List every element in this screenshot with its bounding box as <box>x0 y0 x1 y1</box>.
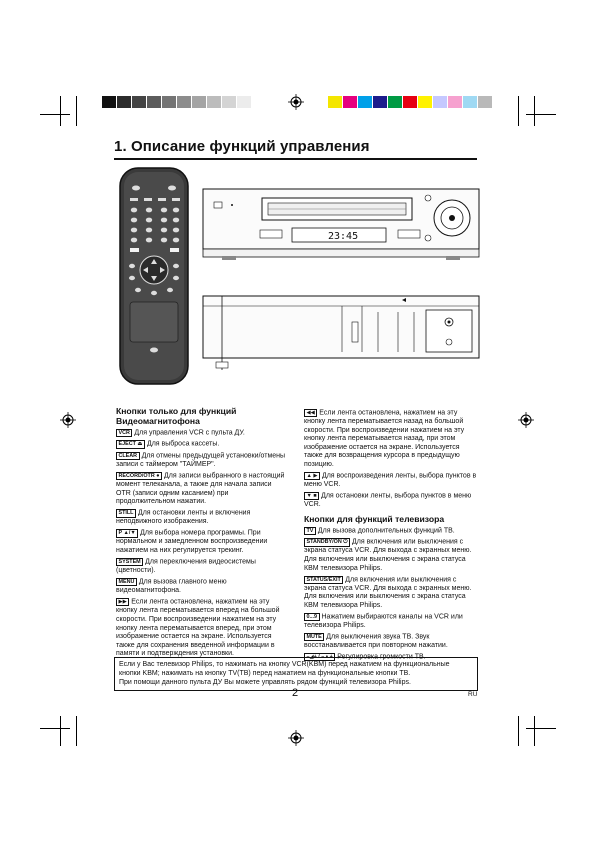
crop-mark <box>518 96 519 126</box>
title-divider <box>114 158 477 160</box>
remote-key-label: TV <box>304 527 316 535</box>
color-swatch <box>177 96 192 108</box>
function-description: Для выключения звука ТВ. Звук восстанавливается при повторном нажатии. <box>304 633 448 649</box>
remote-key-label: SYSTEM <box>116 558 143 566</box>
color-swatch <box>463 96 478 108</box>
crop-mark <box>60 96 61 126</box>
remote-key-label: 0...9 <box>304 613 320 621</box>
function-description: Для воспроизведения ленты, выбора пунктов в меню VCR. <box>304 472 477 489</box>
function-entry <box>116 440 288 449</box>
function-entry <box>304 576 480 611</box>
remote-key-label: –◢+ / –▲+ <box>304 653 335 661</box>
function-entry <box>116 598 288 659</box>
color-swatch <box>373 96 388 108</box>
remote-key-label: ▶▶ <box>116 598 129 606</box>
function-description: Для включения или выключения с экрана статуса VCR. Для выхода с экранных меню. Для включения или выключения с экрана статуса КВМ телевизора Philips. <box>304 538 472 572</box>
color-swatch <box>192 96 207 108</box>
crop-mark <box>76 716 77 746</box>
function-description: Для вызова дополнительных функций ТВ. <box>317 527 455 535</box>
function-description: Для переключения видеосистемы (цветности). <box>116 558 256 575</box>
remote-key-label: ◀◀ <box>304 409 317 417</box>
function-entry <box>304 613 480 631</box>
remote-key-label: ▼ ■ <box>304 492 319 500</box>
function-entry <box>304 409 480 470</box>
function-entry <box>116 452 288 470</box>
philips-tv-note <box>114 657 478 691</box>
remote-key-label: STANDBY/ON ⏻ <box>304 538 350 546</box>
color-swatch <box>343 96 358 108</box>
function-entry <box>304 472 480 490</box>
crop-mark <box>534 716 535 746</box>
function-description: Для записи выбранного в настоящий момент телеканала, а также для начала записи OTR (записи одним касанием) при продолжительном нажатии. <box>116 472 285 506</box>
function-entry <box>304 633 480 651</box>
remote-key-label: P ▲/▼ <box>116 529 138 537</box>
function-entry <box>304 492 480 510</box>
section-heading: Кнопки только для функций Видеомагнитофона <box>116 406 237 426</box>
function-description: Для остановки ленты, выбора пунктов в меню VCR. <box>304 492 472 509</box>
function-entry <box>304 538 480 573</box>
function-entry <box>116 472 288 507</box>
color-swatch <box>448 96 463 108</box>
function-entry <box>116 558 288 576</box>
registration-mark-icon <box>288 94 304 110</box>
function-description: Для отмены предыдущей установки/отмены записи с таймером "ТАЙМЕР". <box>116 452 286 469</box>
note-line: При помощи данного пульта ДУ Вы можете управлять рядом функций телевизора Philips. <box>119 679 411 687</box>
function-description: Для управления VCR с пульта ДУ. <box>134 429 245 437</box>
registration-mark-icon <box>288 730 304 746</box>
crop-mark <box>526 728 556 729</box>
color-swatch <box>418 96 433 108</box>
color-swatch <box>117 96 132 108</box>
color-swatch <box>328 96 343 108</box>
crop-mark <box>40 728 70 729</box>
remote-key-label: STATUS/EXIT <box>304 576 343 584</box>
transport-functions-list <box>304 409 480 510</box>
vcr-functions-list <box>116 429 288 659</box>
function-description: Для включения или выключения с экрана статуса VCR. Для выхода с экранных меню. Для включения или выключения с экрана статуса КВМ телевизора Philips. <box>304 576 472 609</box>
function-entry <box>116 529 288 555</box>
color-swatch <box>388 96 403 108</box>
crop-mark <box>518 716 519 746</box>
function-description: Для остановки ленты и включения неподвижного изображения. <box>116 509 251 526</box>
function-description: Если лента остановлена, нажатием на эту кнопку лента перематывается вперед на большой скорости. При воспроизведении нажатием на эту кнопку лента перематывается вперед, при этом изображение остается на экране. Используется также для сохранения введенной информации в памяти и подтверждения установки. <box>116 598 280 658</box>
function-entry <box>116 429 288 438</box>
color-swatch <box>358 96 373 108</box>
remote-key-label: RECORD/OTR ● <box>116 472 162 480</box>
crop-mark <box>40 114 70 115</box>
function-description: Для выбора номера программы. При нормальном и замедленном воспроизведении нажатием на них регулируется трекинг. <box>116 529 268 555</box>
color-swatch <box>222 96 237 108</box>
crop-mark <box>534 96 535 126</box>
crop-mark <box>76 96 77 126</box>
crop-mark <box>526 114 556 115</box>
remote-key-label: VCR <box>116 429 132 437</box>
color-swatch <box>433 96 448 108</box>
color-swatch <box>147 96 162 108</box>
function-description: Если лента остановлена, нажатием на эту кнопку лента перематывается назад на большой скорости. При воспроизведении нажатием на эту кнопку лента перематывается назад, при этом изображение остается на экране. Используется также для возвращения курсора в предыдущую позицию. <box>304 409 465 469</box>
registration-mark-icon <box>518 412 534 428</box>
remote-key-label: CLEAR <box>116 452 140 460</box>
grayscale-bar <box>102 96 252 108</box>
remote-key-label: STILL <box>116 509 136 517</box>
function-description: Для выброса кассеты. <box>146 440 220 448</box>
color-bar <box>328 96 493 108</box>
function-description: Регулировка громкости ТВ. <box>337 653 426 661</box>
page-title: 1. Описание функций управления <box>114 138 370 155</box>
function-description: Для вызова главного меню видеомагнитофона. <box>116 578 227 595</box>
remote-key-label: EJECT ⏏ <box>116 440 145 448</box>
page-number: 2 <box>292 687 299 699</box>
vcr-functions-section <box>116 406 288 661</box>
function-description: Нажатием выбираются каналы на VCR или телевизора Philips. <box>304 613 463 629</box>
remote-key-label: MUTE <box>304 633 324 641</box>
vcr-rear-panel-illustration <box>202 292 482 370</box>
vcr-display-text: 23:45 <box>328 231 359 242</box>
remote-key-label: ▲ ▶ <box>304 472 320 480</box>
section-heading: Кнопки для функций телевизора <box>304 513 445 524</box>
color-swatch <box>237 96 252 108</box>
function-entry <box>116 578 288 596</box>
remote-control-illustration <box>118 166 190 386</box>
color-swatch <box>478 96 493 108</box>
vcr-front-panel-illustration <box>202 188 480 264</box>
tv-functions-list <box>304 527 480 662</box>
function-entry <box>304 527 480 536</box>
color-swatch <box>162 96 177 108</box>
crop-mark <box>60 716 61 746</box>
right-column <box>304 409 480 664</box>
color-swatch <box>207 96 222 108</box>
note-line: кнопки KBM; нажимать на кнопку TV(TB) перед нажатием на функциональные кнопки TB. <box>119 670 411 678</box>
note-line: Если у Вас телевизор Philips, то нажимать на кнопку VCR(KBM) перед нажатием на функциональные <box>119 661 450 668</box>
color-swatch <box>403 96 418 108</box>
color-swatch <box>132 96 147 108</box>
color-swatch <box>102 96 117 108</box>
registration-mark-icon <box>60 412 76 428</box>
remote-key-label: MENU <box>116 578 137 586</box>
function-entry <box>116 509 288 527</box>
language-code: RU <box>468 691 478 698</box>
